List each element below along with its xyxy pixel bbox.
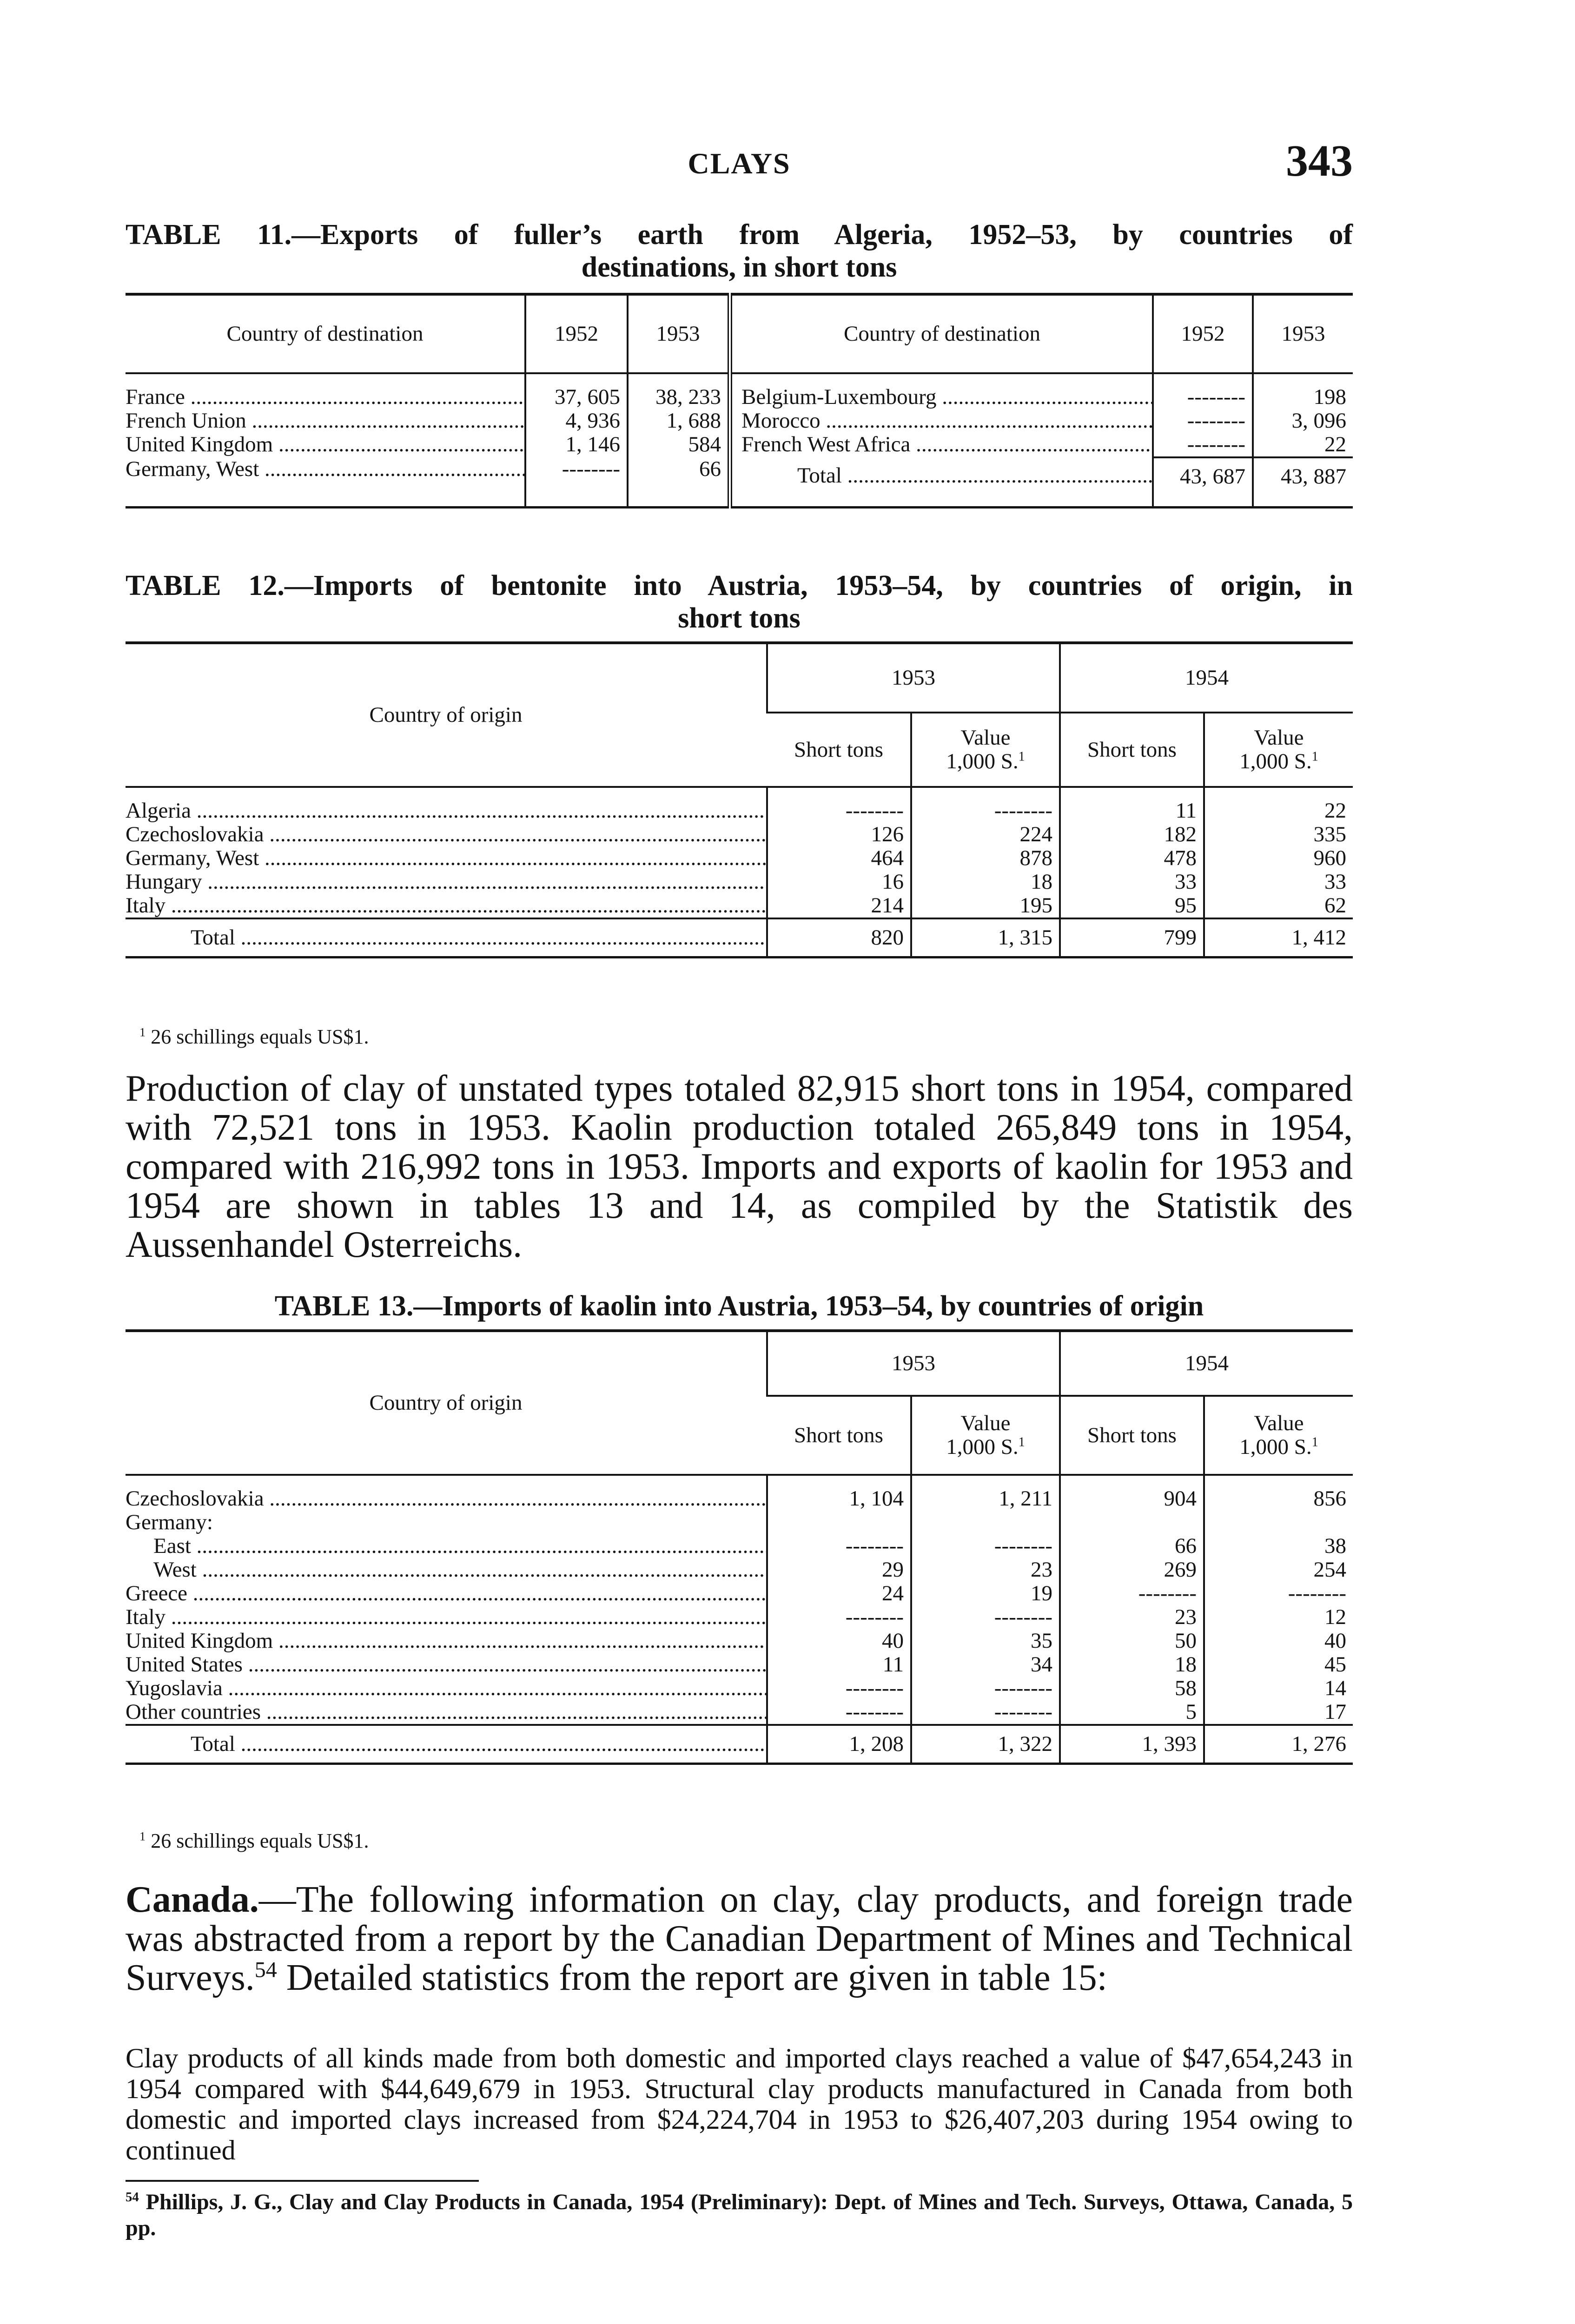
table-row bbox=[126, 823, 1353, 846]
table12-cell: 33 bbox=[1060, 870, 1204, 894]
table13-cell: 50 bbox=[1060, 1629, 1204, 1653]
table11-country: Morocco ..... bbox=[730, 409, 1153, 433]
footnote-54 bbox=[126, 2189, 1353, 2241]
table13-year-1953: 1953 bbox=[767, 1331, 1060, 1396]
table13-cell: 29 bbox=[767, 1558, 911, 1582]
table13-cell: 5 bbox=[1060, 1700, 1204, 1725]
table13-country: Yugoslavia ..... bbox=[126, 1677, 767, 1700]
table12-cell: 126 bbox=[767, 823, 911, 846]
table-row bbox=[126, 409, 1353, 433]
table13-country: Greece ..... bbox=[126, 1582, 767, 1605]
table11-cell: -------- bbox=[1153, 433, 1253, 457]
table11-cell: 66 bbox=[628, 457, 730, 489]
table12-cell: -------- bbox=[911, 799, 1060, 823]
table13-cell bbox=[1204, 1511, 1353, 1534]
table-row bbox=[126, 1558, 1353, 1582]
table13-cell: 19 bbox=[911, 1582, 1060, 1605]
table13-cell: 14 bbox=[1204, 1677, 1353, 1700]
table13-cell: 1, 211 bbox=[911, 1487, 1060, 1511]
table13-total-label: Total ..... bbox=[126, 1725, 767, 1764]
table12-caption bbox=[126, 569, 1353, 634]
table13-country: Italy ..... bbox=[126, 1605, 767, 1629]
paragraph-canada-text: —The following information on clay, clay products, and foreign trade was abstracted from a report by the Canadian Department of Mines and Technical Surveys. bbox=[126, 1879, 1353, 1998]
table12-cell: 960 bbox=[1204, 846, 1353, 870]
table11-cell: 198 bbox=[1253, 385, 1353, 409]
table13-cell: 66 bbox=[1060, 1534, 1204, 1558]
table-row bbox=[126, 894, 1353, 918]
table13-total-cell: 1, 393 bbox=[1060, 1725, 1204, 1764]
table12-cell: 464 bbox=[767, 846, 911, 870]
table12-cell: 224 bbox=[911, 823, 1060, 846]
table13-cell: 23 bbox=[911, 1558, 1060, 1582]
table12-value-unit: 1,000 S. bbox=[946, 749, 1019, 773]
table13-year-1954: 1954 bbox=[1060, 1331, 1353, 1396]
paragraph-canada-text-after: Detailed statistics from the report are given in table 15: bbox=[277, 1957, 1107, 1998]
table12-total-cell: 1, 315 bbox=[911, 918, 1060, 957]
table11-cell: 1, 146 bbox=[525, 433, 628, 457]
table11-country: French West Africa ..... bbox=[730, 433, 1153, 457]
table11-caption bbox=[126, 218, 1353, 284]
table13-cell: -------- bbox=[911, 1677, 1060, 1700]
table11-total-1953: 43, 887 bbox=[1253, 457, 1353, 489]
table11-cell: -------- bbox=[1153, 409, 1253, 433]
table13-cell: -------- bbox=[1204, 1582, 1353, 1605]
table12-caption-line2: short tons bbox=[678, 602, 801, 634]
table12-cell: 62 bbox=[1204, 894, 1353, 918]
table12-cell: 95 bbox=[1060, 894, 1204, 918]
table-row bbox=[126, 1605, 1353, 1629]
table11-cell: 584 bbox=[628, 433, 730, 457]
table-row bbox=[126, 870, 1353, 894]
table-row bbox=[126, 385, 1353, 409]
table13-col-short-tons-1953: Short tons bbox=[767, 1396, 911, 1475]
table-row bbox=[126, 1534, 1353, 1558]
table13-cell: 904 bbox=[1060, 1487, 1204, 1511]
table13-cell: 254 bbox=[1204, 1558, 1353, 1582]
table12-total-cell: 1, 412 bbox=[1204, 918, 1353, 957]
table-row bbox=[126, 1700, 1353, 1725]
table11-cell: 3, 096 bbox=[1253, 409, 1353, 433]
table13-cell: -------- bbox=[911, 1534, 1060, 1558]
table12-caption-line1: TABLE 12.—Imports of bentonite into Austria, 1953–54, by countries of origin, in bbox=[126, 570, 1353, 601]
table12-cell: 195 bbox=[911, 894, 1060, 918]
footnote-mark: 1 bbox=[139, 1025, 146, 1039]
table13-cell: 45 bbox=[1204, 1653, 1353, 1677]
table11-country: Belgium-Luxembourg ..... bbox=[730, 385, 1153, 409]
table13-total-cell: 1, 276 bbox=[1204, 1725, 1353, 1764]
table-row bbox=[126, 457, 1353, 489]
table-row bbox=[126, 1582, 1353, 1605]
table11-total-label: Total ..... bbox=[730, 457, 1153, 489]
table12-year-1954: 1954 bbox=[1060, 643, 1353, 713]
table13-cell: 35 bbox=[911, 1629, 1060, 1653]
table13-cell: 34 bbox=[911, 1653, 1060, 1677]
table13-value-unit: 1,000 S. bbox=[946, 1435, 1019, 1459]
table13-country: United Kingdom ..... bbox=[126, 1629, 767, 1653]
table13-cell bbox=[911, 1511, 1060, 1534]
page-number: 343 bbox=[1286, 136, 1353, 185]
footnote-mark: 1 bbox=[1018, 1435, 1025, 1450]
table13-footnote bbox=[139, 1829, 1367, 1853]
table11-country: Germany, West ..... bbox=[126, 457, 525, 489]
table-row bbox=[126, 1511, 1353, 1534]
table12-footnote-text: 26 schillings equals US$1. bbox=[151, 1025, 369, 1048]
table12-cell: 182 bbox=[1060, 823, 1204, 846]
table12-footnote bbox=[139, 1025, 1367, 1049]
table12-cell: 335 bbox=[1204, 823, 1353, 846]
table12 bbox=[126, 641, 1353, 958]
table13-country: Other countries ..... bbox=[126, 1700, 767, 1725]
table11-cell: 37, 605 bbox=[525, 385, 628, 409]
table11-total-1952: 43, 687 bbox=[1153, 457, 1253, 489]
table13-cell bbox=[1060, 1511, 1204, 1534]
table12-total-label: Total ..... bbox=[126, 918, 767, 957]
table13-cell: 12 bbox=[1204, 1605, 1353, 1629]
table13-cell: 58 bbox=[1060, 1677, 1204, 1700]
table11-cell: 22 bbox=[1253, 433, 1353, 457]
table13-col-country: Country of origin bbox=[126, 1331, 767, 1475]
table11-col-1952-left: 1952 bbox=[525, 294, 628, 373]
table13-col-value-1954 bbox=[1204, 1396, 1353, 1475]
table12-cell: 11 bbox=[1060, 799, 1204, 823]
table13-country: East ..... bbox=[126, 1534, 767, 1558]
running-head: CLAYS bbox=[688, 147, 791, 180]
table-row bbox=[126, 799, 1353, 823]
table11-cell: 1, 688 bbox=[628, 409, 730, 433]
table13-col-value-1953 bbox=[911, 1396, 1060, 1475]
table13-country: West ..... bbox=[126, 1558, 767, 1582]
table11-cell: -------- bbox=[1153, 385, 1253, 409]
paragraph-clay-production: Production of clay of unstated types totaled 82,915 short tons in 1954, compared with 72,521 tons in 1953. Kaolin production totaled 265,849 tons in 1954, compared with 216,992 tons in 1953. Imports and exports of kaolin for 1953 and 1954 are shown in tables 13 and 14, as compiled by the Statistik des Aussenhandel Osterreichs. bbox=[126, 1068, 1353, 1265]
table12-total-cell: 799 bbox=[1060, 918, 1204, 957]
table12-total-cell: 820 bbox=[767, 918, 911, 957]
table13-cell: 40 bbox=[767, 1629, 911, 1653]
table13-country: United States ..... bbox=[126, 1653, 767, 1677]
table-row bbox=[126, 1487, 1353, 1511]
paragraph-canada bbox=[126, 1880, 1353, 1997]
table13 bbox=[126, 1329, 1353, 1765]
table13-caption: TABLE 13.—Imports of kaolin into Austria, 1953–54, by countries of origin bbox=[274, 1290, 1204, 1322]
table12-col-value-1954 bbox=[1204, 713, 1353, 787]
table12-cell: 18 bbox=[911, 870, 1060, 894]
footnote-mark: 1 bbox=[1311, 1435, 1318, 1450]
table11-col-1952-right: 1952 bbox=[1153, 294, 1253, 373]
table12-col-short-tons-1954: Short tons bbox=[1060, 713, 1204, 787]
table12-cell: 478 bbox=[1060, 846, 1204, 870]
table13-cell: -------- bbox=[767, 1605, 911, 1629]
table11-cell: 38, 233 bbox=[628, 385, 730, 409]
table13-cell: 18 bbox=[1060, 1653, 1204, 1677]
table11-country: United Kingdom ..... bbox=[126, 433, 525, 457]
table13-value-label: Value bbox=[960, 1411, 1011, 1435]
footnote-mark: 1 bbox=[139, 1829, 146, 1843]
table13-cell: -------- bbox=[767, 1700, 911, 1725]
table12-cell: 22 bbox=[1204, 799, 1353, 823]
table11-country: French Union ..... bbox=[126, 409, 525, 433]
table-row bbox=[126, 1629, 1353, 1653]
table-row bbox=[126, 433, 1353, 457]
table11-cell: 4, 936 bbox=[525, 409, 628, 433]
table11-caption-line1: TABLE 11.—Exports of fuller’s earth from Algeria, 1952–53, by countries of bbox=[126, 219, 1353, 251]
table11-col-1953-right: 1953 bbox=[1253, 294, 1353, 373]
table11-caption-line2: destinations, in short tons bbox=[581, 251, 897, 283]
table13-cell: 38 bbox=[1204, 1534, 1353, 1558]
table13-cell: 856 bbox=[1204, 1487, 1353, 1511]
table13-cell: 23 bbox=[1060, 1605, 1204, 1629]
table13-cell: 17 bbox=[1204, 1700, 1353, 1725]
table13-value-label: Value bbox=[1254, 1411, 1304, 1435]
paragraph-clay-products: Clay products of all kinds made from both domestic and imported clays reached a value of $47,654,243 in 1954 compared with $44,649,679 in 1953. Structural clay products manufactured in Canada from both domestic and imported clays increased from $24,224,704 in 1953 to $26,407,203 during 1954 owing to continued bbox=[126, 2043, 1353, 2166]
table-row bbox=[126, 1677, 1353, 1700]
table12-cell: 16 bbox=[767, 870, 911, 894]
section-lead-canada: Canada. bbox=[126, 1879, 259, 1920]
table13-cell: 24 bbox=[767, 1582, 911, 1605]
table-row bbox=[126, 1653, 1353, 1677]
table13-cell: -------- bbox=[911, 1700, 1060, 1725]
table11 bbox=[126, 293, 1353, 508]
table11-col-1953-left: 1953 bbox=[628, 294, 730, 373]
table12-country: Germany, West ..... bbox=[126, 846, 767, 870]
table12-country: Czechoslovakia ..... bbox=[126, 823, 767, 846]
table-row bbox=[126, 918, 1353, 957]
table13-cell bbox=[767, 1511, 911, 1534]
table12-year-1953: 1953 bbox=[767, 643, 1060, 713]
table12-country: Hungary ..... bbox=[126, 870, 767, 894]
table-row bbox=[126, 846, 1353, 870]
table12-country: Algeria ..... bbox=[126, 799, 767, 823]
table13-cell: 269 bbox=[1060, 1558, 1204, 1582]
table12-col-short-tons-1953: Short tons bbox=[767, 713, 911, 787]
table12-value-label: Value bbox=[960, 726, 1011, 750]
table12-col-country: Country of origin bbox=[126, 643, 767, 787]
table13-cell: 1, 104 bbox=[767, 1487, 911, 1511]
footnote-divider bbox=[126, 2180, 479, 2182]
table13-cell: -------- bbox=[1060, 1582, 1204, 1605]
table13-total-cell: 1, 322 bbox=[911, 1725, 1060, 1764]
footnote-mark: 1 bbox=[1018, 749, 1025, 764]
table12-value-label: Value bbox=[1254, 726, 1304, 750]
table12-cell: 214 bbox=[767, 894, 911, 918]
footnote-54-text: Phillips, J. G., Clay and Clay Products in Canada, 1954 (Preliminary): Dept. of Mines and Tech. Surveys, Ottawa, Canada, 5 pp. bbox=[126, 2190, 1353, 2240]
table11-col-country-right: Country of destination bbox=[730, 294, 1153, 373]
footnote-mark: 1 bbox=[1311, 749, 1318, 764]
table13-cell: 40 bbox=[1204, 1629, 1353, 1653]
page-header bbox=[126, 135, 1353, 191]
table13-cell: 11 bbox=[767, 1653, 911, 1677]
footnote-ref: 54 bbox=[254, 1957, 277, 1982]
table11-cell: -------- bbox=[525, 457, 628, 489]
table12-cell: -------- bbox=[767, 799, 911, 823]
table12-cell: 33 bbox=[1204, 870, 1353, 894]
table13-cell: -------- bbox=[911, 1605, 1060, 1629]
table11-col-country-left: Country of destination bbox=[126, 294, 525, 373]
table12-value-unit: 1,000 S. bbox=[1239, 749, 1312, 773]
table13-col-short-tons-1954: Short tons bbox=[1060, 1396, 1204, 1475]
table11-country: France ..... bbox=[126, 385, 525, 409]
table13-footnote-text: 26 schillings equals US$1. bbox=[151, 1829, 369, 1852]
footnote-mark: 54 bbox=[126, 2190, 139, 2205]
table13-country-group: Germany: bbox=[126, 1511, 213, 1534]
table-row bbox=[126, 1725, 1353, 1764]
table12-cell: 878 bbox=[911, 846, 1060, 870]
table13-cell: -------- bbox=[767, 1677, 911, 1700]
table13-value-unit: 1,000 S. bbox=[1239, 1435, 1312, 1459]
table13-country: Czechoslovakia ..... bbox=[126, 1487, 767, 1511]
table13-total-cell: 1, 208 bbox=[767, 1725, 911, 1764]
table13-cell: -------- bbox=[767, 1534, 911, 1558]
table12-country: Italy ..... bbox=[126, 894, 767, 918]
table12-col-value-1953 bbox=[911, 713, 1060, 787]
